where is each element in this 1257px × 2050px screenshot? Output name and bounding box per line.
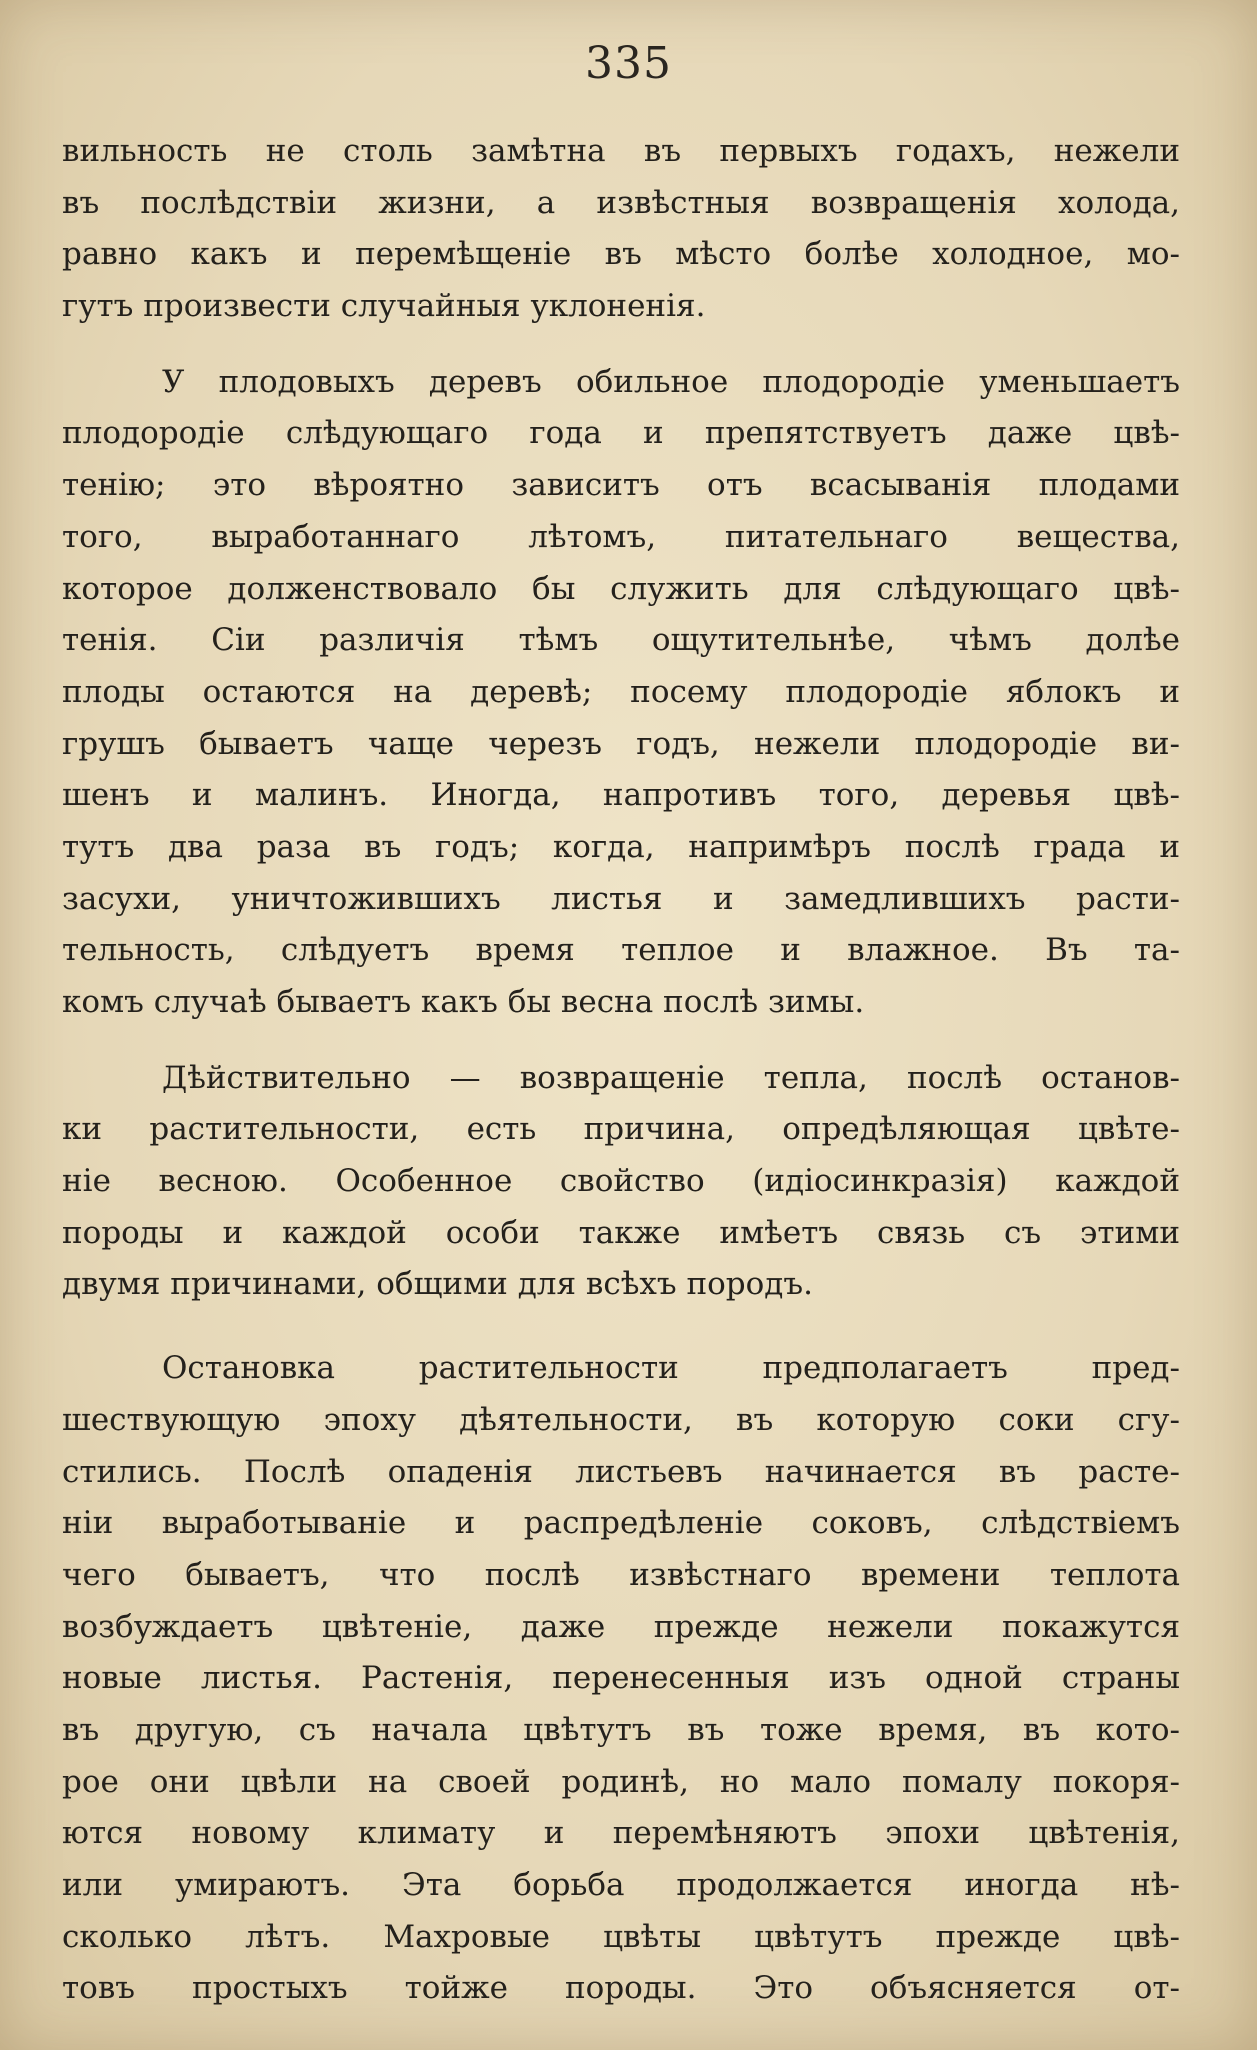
text-line: равно какъ и перемѣщеніе въ мѣсто болѣе холодное, мо- [62, 236, 1180, 273]
text-line: Дѣйствительно — возвращеніе тепла, послѣ останов- [162, 1059, 1180, 1096]
text-line: сколько лѣтъ. Махровые цвѣты цвѣтутъ прежде цвѣ- [62, 1918, 1180, 1955]
text-line: ніи выработываніе и распредѣленіе соковъ, слѣдствіемъ [62, 1505, 1180, 1542]
text-line: тенія. Сіи различія тѣмъ ощутительнѣе, чѣмъ долѣе [62, 622, 1180, 659]
text-line: въ послѣдствіи жизни, а извѣстныя возвращенія холода, [62, 184, 1180, 221]
page-number: 335 [585, 38, 672, 89]
text-line: засухи, уничтожившихъ листья и замедлившихъ расти- [62, 880, 1180, 917]
text-line: Остановка растительности предполагаетъ пред- [162, 1350, 1180, 1387]
text-line: плоды остаются на деревѣ; посему плодородіе яблокъ и [62, 673, 1180, 710]
text-line: рое они цвѣли на своей родинѣ, но мало помалу покоря- [62, 1763, 1180, 1800]
text-line: возбуждаетъ цвѣтеніе, даже прежде нежели покажутся [62, 1608, 1180, 1645]
text-line: стились. Послѣ опаденія листьевъ начинается въ расте- [62, 1453, 1180, 1490]
text-line: тутъ два раза въ годъ; когда, напримѣръ послѣ града и [62, 828, 1180, 865]
text-line: того, выработаннаго лѣтомъ, питательнаго вещества, [62, 518, 1180, 555]
paragraph-3 [62, 1053, 1180, 1311]
text-line: У плодовыхъ деревъ обильное плодородіе уменьшаетъ [162, 363, 1180, 400]
paragraph-2 [62, 357, 1180, 1029]
text-line: которое долженствовало бы служить для слѣдующаго цвѣ- [62, 570, 1180, 607]
paragraph-4 [62, 1343, 1180, 2015]
text-line: шенъ и малинъ. Иногда, напротивъ того, деревья цвѣ- [62, 777, 1180, 814]
text-line: ніе весною. Особенное свойство (идіосинкразія) каждой [62, 1163, 1180, 1200]
text-line: или умираютъ. Эта борьба продолжается иногда нѣ- [62, 1867, 1180, 1903]
text-line: породы и каждой особи также имѣетъ связь съ этими [62, 1214, 1180, 1251]
text-line: тенію; это вѣроятно зависитъ отъ всасыванія плодами [62, 467, 1180, 504]
text-line: плодородіе слѣдующаго года и препятствуетъ даже цвѣ- [62, 415, 1180, 452]
text-line: товъ простыхъ тойже породы. Это объясняется от- [62, 1970, 1180, 2007]
text-line: комъ случаѣ бываетъ какъ бы весна послѣ зимы. [62, 984, 865, 1020]
text-line: чего бываетъ, что послѣ извѣстнаго времени теплота [62, 1556, 1180, 1593]
text-line: новые листья. Растенія, перенесенныя изъ одной страны [62, 1660, 1180, 1697]
text-line: двумя причинами, общими для всѣхъ породъ. [62, 1266, 813, 1303]
text-line: шествующую эпоху дѣятельности, въ которую соки сгу- [62, 1401, 1180, 1438]
paragraph-1 [62, 126, 1180, 333]
text-line: грушъ бываетъ чаще черезъ годъ, нежели плодородіе ви- [62, 725, 1180, 762]
text-line: гутъ произвести случайныя уклоненія. [62, 288, 706, 325]
text-line: ки растительности, есть причина, опредѣляющая цвѣте- [62, 1111, 1180, 1148]
text-line: тельность, слѣдуетъ время теплое и влажное. Въ та- [62, 932, 1180, 969]
text-body [62, 126, 1180, 2039]
text-line: вильность не столь замѣтна въ первыхъ годахъ, нежели [62, 133, 1180, 169]
text-line: въ другую, съ начала цвѣтутъ въ тоже время, въ кото- [62, 1711, 1180, 1748]
text-line: ются новому климату и перемѣняютъ эпохи цвѣтенія, [62, 1815, 1180, 1852]
